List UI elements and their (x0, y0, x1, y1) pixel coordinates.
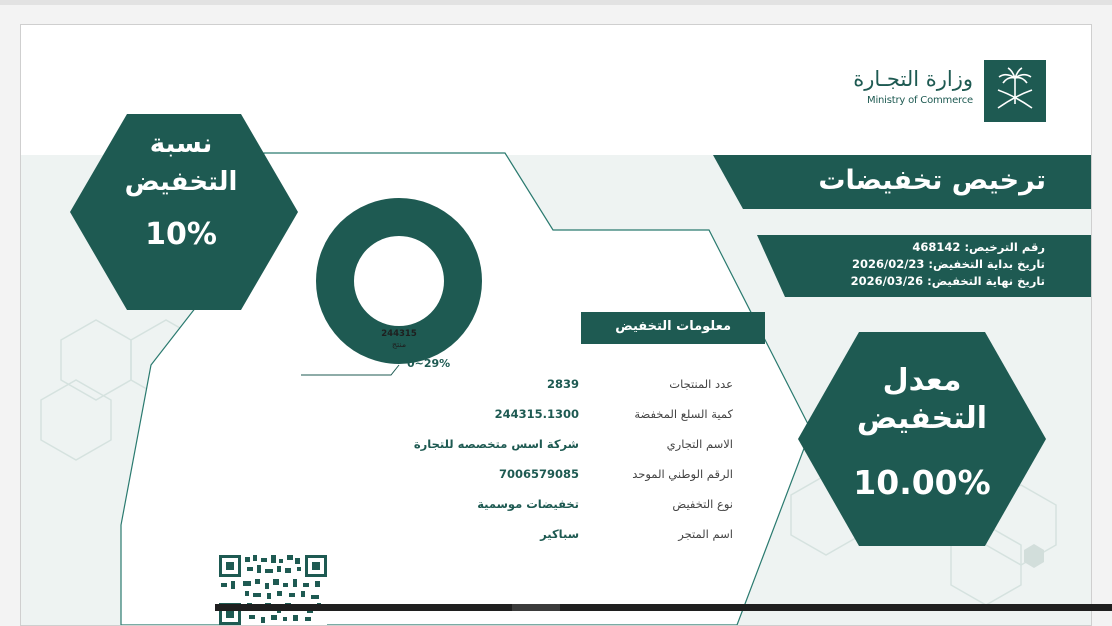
row-label-store-name: اسم المتجر (678, 527, 733, 541)
qr-code-icon[interactable] (219, 555, 327, 625)
bottom-toolbar-segment (512, 604, 560, 611)
palm-swords-emblem-icon (984, 60, 1046, 122)
row-value-discount-type: تخفيضات موسمية (477, 497, 579, 511)
details-header: معلومات التخفيض (615, 319, 731, 334)
donut-title-1: نسبة% (370, 261, 428, 281)
row-value-store-name: سباكير (540, 527, 579, 541)
ministry-arabic-name: وزارة التجـارة (853, 67, 973, 91)
license-number: رقم الترخيص: 468142 (912, 240, 1045, 254)
row-value-trade-name: شركة اسس متخصصه للتجارة (413, 437, 579, 451)
average-discount-value: 10.00% (853, 463, 991, 502)
donut-product-count: 244315 (381, 329, 417, 339)
discount-percentage-value: 10% (145, 217, 217, 252)
donut-range-label: 0~29% (407, 357, 451, 370)
average-discount-title-2: التخفيض (856, 401, 988, 436)
row-label-product-count: عدد المنتجات (669, 377, 733, 391)
donut-title-2: التخفيضات (356, 281, 442, 300)
top-edge (0, 0, 1112, 5)
license-start-date: تاريخ بداية التخفيض: 2026/02/23 (852, 257, 1045, 271)
discount-percentage-title-2: التخفيض (124, 167, 238, 197)
license-end-date: تاريخ نهاية التخفيض: 2026/03/26 (850, 274, 1045, 288)
row-label-national-number: الرقم الوطني الموحد (632, 467, 733, 481)
row-label-trade-name: الاسم التجاري (666, 437, 733, 451)
row-value-national-number: 7006579085 (498, 467, 579, 481)
bottom-toolbar (215, 604, 1112, 611)
average-discount-title-1: معدل (882, 363, 962, 398)
row-label-quantity: كمية السلع المخفضة (634, 407, 733, 421)
ministry-english-name: Ministry of Commerce (867, 95, 973, 106)
row-label-discount-type: نوع التخفيض (672, 497, 733, 511)
discount-percentage-title-1: نسبة (149, 129, 213, 159)
row-value-quantity: 244315.1300 (494, 407, 579, 421)
row-value-product-count: 2839 (546, 377, 579, 391)
donut-count-unit: منتج (391, 340, 407, 349)
license-title: ترخيص تخفيضات (818, 165, 1046, 196)
license-document (20, 24, 1092, 626)
